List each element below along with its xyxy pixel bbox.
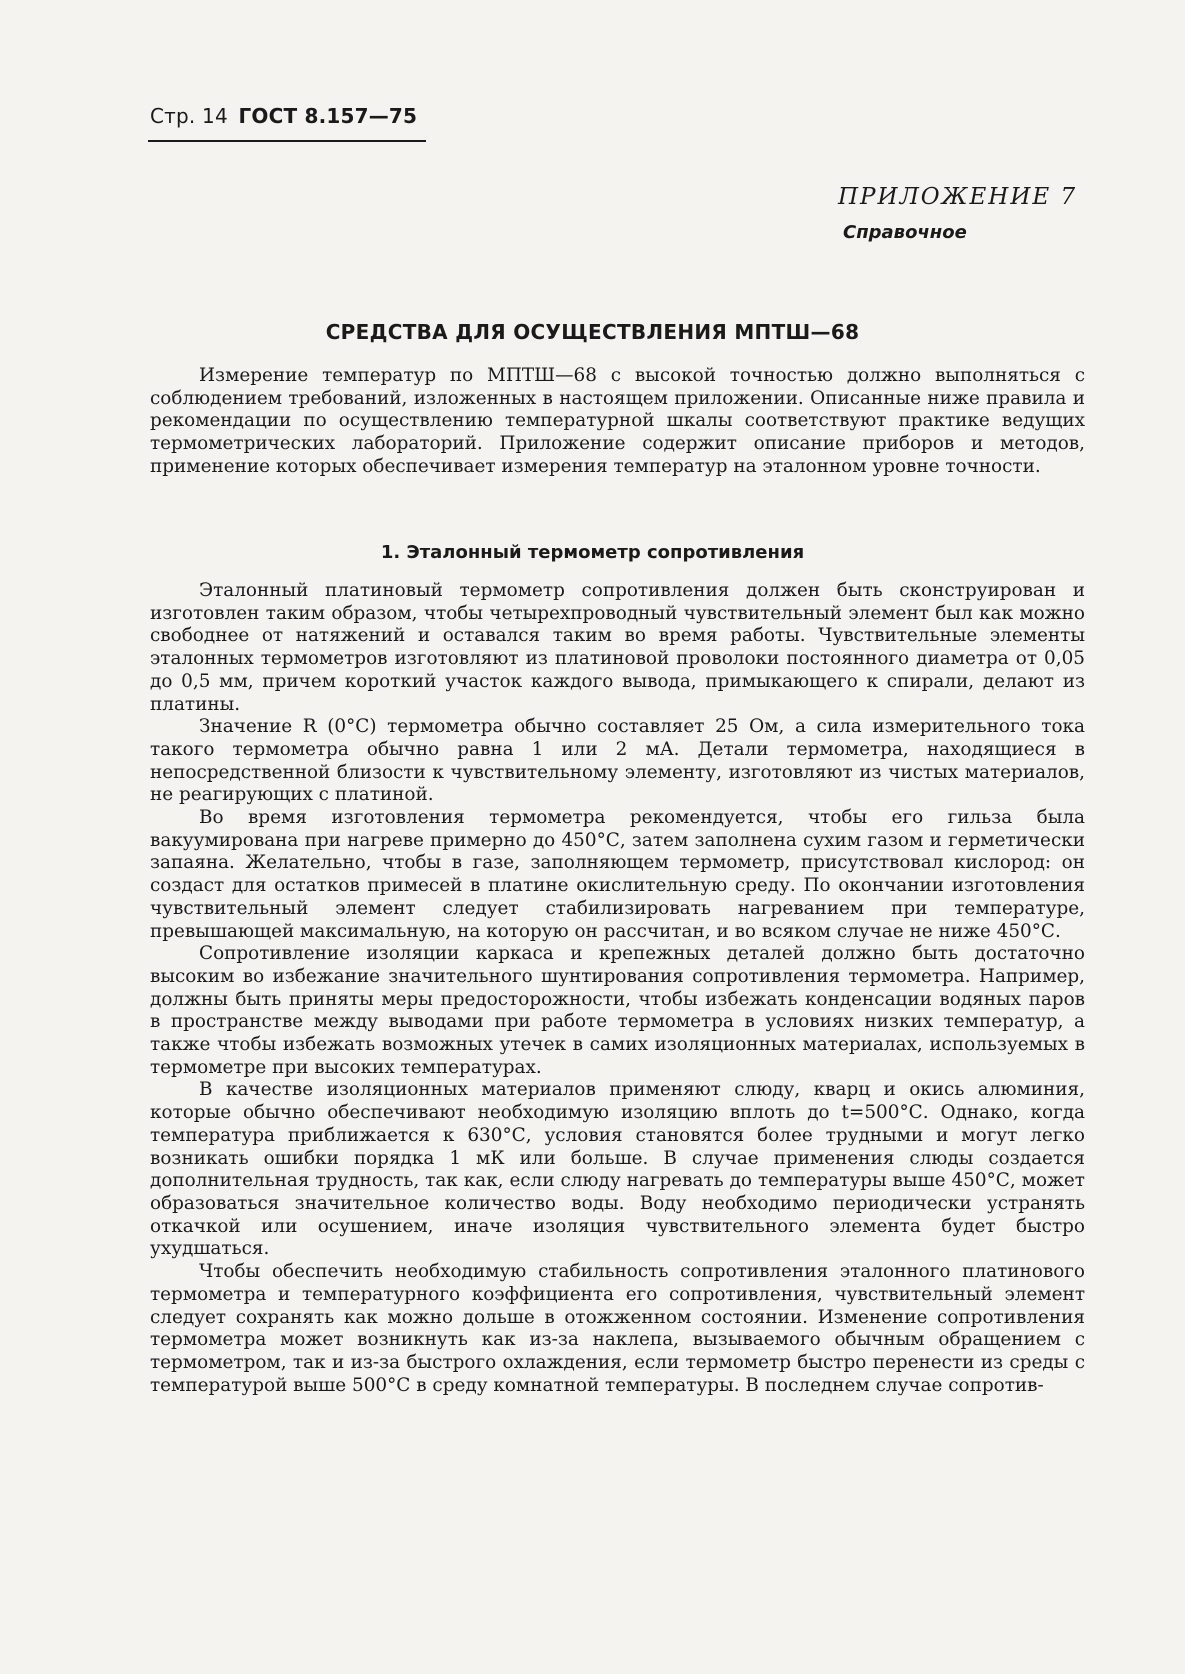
section-body [150,580,1085,1397]
paragraph: Сопротивление изоляции каркаса и крепежных деталей должно быть достаточно высоким во избежание значительного шунтирования сопротивления термометра. Например, должны быть приняты меры предосторожности, чтобы избежать конденсации водяных паров в пространстве между выводами при работе термометра в условиях низких температур, а также чтобы избежать возможных утечек в самих изоляционных материалах, используемых в термометре при высоких температурах. [150,943,1085,1078]
header-divider [148,140,426,142]
appendix-type: Справочное [843,222,967,243]
intro-paragraph: Измерение температур по МПТШ—68 с высокой точностью должно выполняться с соблюдением требований, изложенных в настоящем приложении. Описанные ниже правила и рекомендации по осуществлению температурной шкалы соответствуют практике ведущих термометрических лабораторий. Приложение содержит описание приборов и методов, применение которых обеспечивает измерения температур на эталонном уровне точности. [150,365,1085,477]
section-heading: 1. Эталонный термометр сопротивления [380,542,805,563]
paragraph: Чтобы обеспечить необходимую стабильность сопротивления эталонного платинового термометра и температурного коэффициента его сопротивления, чувствительный элемент следует сохранять как можно дольше в отожженном состоянии. Изменение сопротивления термометра может возникнуть как из-за наклепа, вызываемого обычным обращением с термометром, так и из-за быстрого охлаждения, если термометр быстро перенести из среды с температурой выше 500°С в среду комнатной температуры. В последнем случае сопротив- [150,1261,1085,1396]
paragraph: Во время изготовления термометра рекомендуется, чтобы его гильза была вакуумирована при нагреве примерно до 450°С, затем заполнена сухим газом и герметически запаяна. Желательно, чтобы в газе, заполняющем термометр, присутствовал кислород: он создаст для остатков примесей в платине окислительную среду. По окончании изготовления чувствительный элемент следует стабилизировать нагреванием при температуре, превышающей максимальную, на которую он рассчитан, и во всяком случае не ниже 450°С. [150,807,1085,942]
page-number: Стр. 14 [150,104,228,128]
paragraph: В качестве изоляционных материалов применяют слюду, кварц и окись алюминия, которые обычно обеспечивают необходимую изоляцию вплоть до t=500°С. Однако, когда температура приближается к 630°С, условия становятся более трудными и могут легко возникать ошибки порядка 1 мК или больше. В случае применения слюды создается дополнительная трудность, так как, если слюду нагревать до температуры выше 450°С, может образоваться значительное количество воды. Воду необходимо периодически устранять откачкой или осушением, иначе изоляция чувствительного элемента будет быстро ухудшаться. [150,1079,1085,1260]
document-title: СРЕДСТВА ДЛЯ ОСУЩЕСТВЛЕНИЯ МПТШ—68 [325,320,860,344]
intro-block [150,365,1085,479]
appendix-label: ПРИЛОЖЕНИЕ 7 [838,184,1078,210]
paragraph: Эталонный платиновый термометр сопротивления должен быть сконструирован и изготовлен таким образом, чтобы четырехпроводный чувствительный элемент был как можно свободнее от натяжений и оставался таким во время работы. Чувствительные элементы эталонных термометров изготовляют из платиновой проволоки постоянного диаметра от 0,05 до 0,5 мм, причем короткий участок каждого вывода, примыкающего к спирали, делают из платины. [150,580,1085,715]
standard-number: ГОСТ 8.157—75 [238,104,418,128]
paragraph: Значение R (0°С) термометра обычно составляет 25 Ом, а сила измерительного тока такого термометра обычно равна 1 или 2 мА. Детали термометра, находящиеся в непосредственной близости к чувствительному элементу, изготовляют из чистых материалов, не реагирующих с платиной. [150,716,1085,806]
page-header [150,104,417,128]
